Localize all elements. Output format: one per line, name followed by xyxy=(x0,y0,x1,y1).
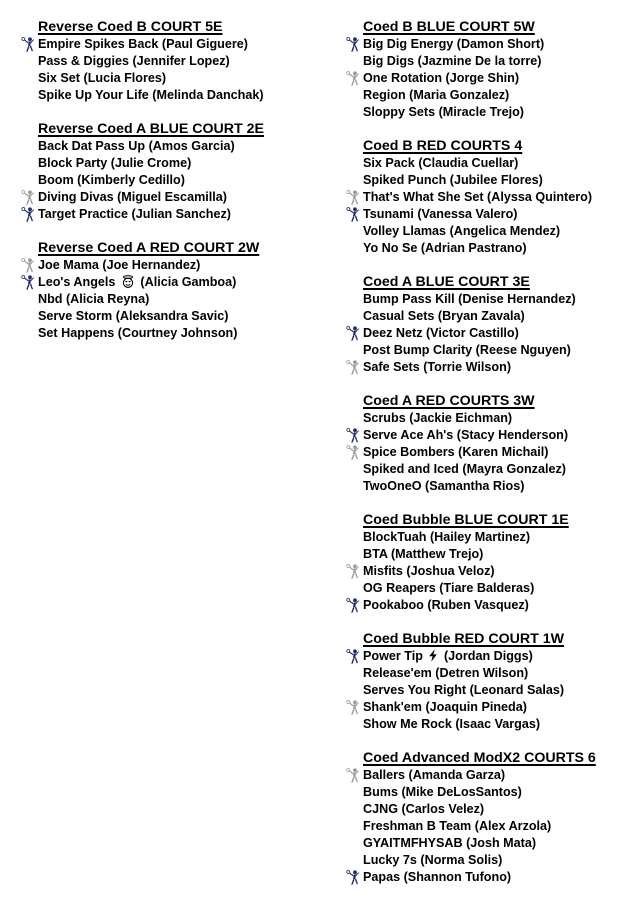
team-item xyxy=(345,835,631,852)
team-name-part: (Alicia Gamboa) xyxy=(140,275,237,289)
team-item xyxy=(345,818,631,835)
team-name: Freshman B Team (Alex Arzola) xyxy=(363,819,552,833)
gray-player-icon xyxy=(345,360,361,375)
gray-player-icon xyxy=(20,190,36,205)
team-item xyxy=(345,70,631,87)
team-item xyxy=(345,36,631,53)
team-name: Safe Sets (Torrie Wilson) xyxy=(363,360,512,374)
team-item xyxy=(20,172,320,189)
gray-player-icon xyxy=(20,258,36,273)
team-item xyxy=(345,852,631,869)
division-coed-a-red xyxy=(345,393,631,495)
division-title: Reverse Coed A BLUE COURT 2E xyxy=(38,121,265,137)
division-title: Coed B BLUE COURT 5W xyxy=(363,19,535,35)
team-item xyxy=(345,648,631,665)
division-coed-b-blue xyxy=(345,19,631,121)
gray-player-icon xyxy=(345,768,361,783)
team-name: Big Dig Energy (Damon Short) xyxy=(363,37,545,51)
blue-player-icon xyxy=(345,37,361,52)
team-item xyxy=(345,240,631,257)
team-name: Spice Bombers (Karen Michail) xyxy=(363,445,549,459)
team-name: Region (Maria Gonzalez) xyxy=(363,88,510,102)
team-item xyxy=(345,342,631,359)
blue-player-icon xyxy=(20,37,36,52)
team-item xyxy=(20,274,320,291)
right-column xyxy=(345,19,631,886)
team-name: Misfits (Joshua Veloz) xyxy=(363,564,495,578)
team-name: Joe Mama (Joe Hernandez) xyxy=(38,258,201,272)
team-item xyxy=(345,223,631,240)
team-item xyxy=(345,291,631,308)
team-item xyxy=(20,325,320,342)
lightning-bolt-icon xyxy=(428,649,438,662)
team-item xyxy=(345,699,631,716)
halo-smiley-icon xyxy=(121,275,135,288)
team-name: Pookaboo (Ruben Vasquez) xyxy=(363,598,529,612)
team-name: One Rotation (Jorge Shin) xyxy=(363,71,520,85)
division-title: Coed A BLUE COURT 3E xyxy=(363,274,530,290)
team-list xyxy=(345,767,631,886)
team-name-part: (Jordan Diggs) xyxy=(443,649,533,663)
team-name: Block Party (Julie Crome) xyxy=(38,156,192,170)
team-item xyxy=(345,478,631,495)
team-name: Release'em (Detren Wilson) xyxy=(363,666,529,680)
team-name: Spiked Punch (Jubilee Flores) xyxy=(363,173,543,187)
team-name: Target Practice (Julian Sanchez) xyxy=(38,207,231,221)
team-item xyxy=(345,580,631,597)
team-name: Volley Llamas (Angelica Mendez) xyxy=(363,224,561,238)
team-item xyxy=(20,189,320,206)
team-name: Papas (Shannon Tufono) xyxy=(363,870,512,884)
team-name: Ballers (Amanda Garza) xyxy=(363,768,506,782)
team-name: Set Happens (Courtney Johnson) xyxy=(38,326,238,340)
team-name: TwoOneO (Samantha Rios) xyxy=(363,479,525,493)
division-coed-bubble-red xyxy=(345,631,631,733)
team-item xyxy=(345,53,631,70)
team-item xyxy=(345,563,631,580)
team-name: BlockTuah (Hailey Martinez) xyxy=(363,530,531,544)
team-name: Post Bump Clarity (Reese Nguyen) xyxy=(363,343,571,357)
team-item xyxy=(345,682,631,699)
team-name: Nbd (Alicia Reyna) xyxy=(38,292,150,306)
team-name: BTA (Matthew Trejo) xyxy=(363,547,484,561)
team-name: Tsunami (Vanessa Valero) xyxy=(363,207,518,221)
blue-player-icon xyxy=(345,207,361,222)
team-name: Six Set (Lucia Flores) xyxy=(38,71,167,85)
team-item xyxy=(345,444,631,461)
team-name: Serve Storm (Aleksandra Savic) xyxy=(38,309,229,323)
division-title: Coed A RED COURTS 3W xyxy=(363,393,535,409)
team-list xyxy=(20,257,320,342)
team-name: Deez Netz (Victor Castillo) xyxy=(363,326,519,340)
division-title: Coed B RED COURTS 4 xyxy=(363,138,523,154)
team-name: Big Digs (Jazmine De la torre) xyxy=(363,54,542,68)
team-name-part: Leo's Angels xyxy=(38,275,116,289)
team-item xyxy=(20,87,320,104)
team-list xyxy=(345,155,631,257)
team-item xyxy=(345,410,631,427)
team-name: OG Reapers (Tiare Balderas) xyxy=(363,581,535,595)
division-reverse-coed-a-red xyxy=(20,240,320,342)
team-name: Pass & Diggies (Jennifer Lopez) xyxy=(38,54,230,68)
gray-player-icon xyxy=(345,190,361,205)
team-item xyxy=(345,546,631,563)
team-item xyxy=(345,308,631,325)
division-title: Reverse Coed B COURT 5E xyxy=(38,19,223,35)
team-list xyxy=(345,648,631,733)
division-title: Coed Bubble RED COURT 1W xyxy=(363,631,564,647)
blue-player-icon xyxy=(345,870,361,885)
team-item xyxy=(345,801,631,818)
division-coed-a-blue xyxy=(345,274,631,376)
division-coed-advanced-modx2 xyxy=(345,750,631,886)
team-name: Empire Spikes Back (Paul Giguere) xyxy=(38,37,248,51)
division-title: Coed Advanced ModX2 COURTS 6 xyxy=(363,750,596,766)
team-item xyxy=(20,257,320,274)
team-item xyxy=(345,359,631,376)
team-name: Bump Pass Kill (Denise Hernandez) xyxy=(363,292,576,306)
team-item xyxy=(345,784,631,801)
blue-player-icon xyxy=(345,598,361,613)
team-item xyxy=(345,206,631,223)
team-name-part: Power Tip xyxy=(363,649,423,663)
team-list xyxy=(20,36,320,104)
team-item xyxy=(20,206,320,223)
team-item xyxy=(345,155,631,172)
team-item xyxy=(345,869,631,886)
team-name: Boom (Kimberly Cedillo) xyxy=(38,173,185,187)
division-reverse-coed-b xyxy=(20,19,320,104)
team-name: Spiked and Iced (Mayra Gonzalez) xyxy=(363,462,566,476)
team-name: Casual Sets (Bryan Zavala) xyxy=(363,309,525,323)
blue-player-icon xyxy=(345,326,361,341)
team-name: Bums (Mike DeLosSantos) xyxy=(363,785,522,799)
division-coed-b-red xyxy=(345,138,631,257)
left-column xyxy=(20,19,320,342)
team-item xyxy=(345,427,631,444)
team-item xyxy=(20,138,320,155)
team-item xyxy=(20,53,320,70)
division-reverse-coed-a-blue xyxy=(20,121,320,223)
blue-player-icon xyxy=(345,428,361,443)
team-name: Serves You Right (Leonard Salas) xyxy=(363,683,565,697)
team-name: Sloppy Sets (Miracle Trejo) xyxy=(363,105,524,119)
team-name: Back Dat Pass Up (Amos Garcia) xyxy=(38,139,235,153)
gray-player-icon xyxy=(345,700,361,715)
team-item xyxy=(20,308,320,325)
blue-player-icon xyxy=(345,649,361,664)
team-item xyxy=(345,665,631,682)
team-name: Yo No Se (Adrian Pastrano) xyxy=(363,241,527,255)
division-title: Reverse Coed A RED COURT 2W xyxy=(38,240,260,256)
blue-player-icon xyxy=(20,275,36,290)
team-list xyxy=(345,291,631,376)
team-name: Lucky 7s (Norma Solis) xyxy=(363,853,503,867)
team-item xyxy=(20,70,320,87)
team-list xyxy=(345,529,631,614)
team-list xyxy=(20,138,320,223)
team-item xyxy=(345,461,631,478)
team-name: Diving Divas (Miguel Escamilla) xyxy=(38,190,227,204)
team-name: Six Pack (Claudia Cuellar) xyxy=(363,156,519,170)
team-name: Spike Up Your Life (Melinda Danchak) xyxy=(38,88,264,102)
team-name: Serve Ace Ah's (Stacy Henderson) xyxy=(363,428,569,442)
gray-player-icon xyxy=(345,564,361,579)
team-item xyxy=(20,291,320,308)
team-item xyxy=(345,716,631,733)
team-item xyxy=(345,172,631,189)
team-item xyxy=(345,189,631,206)
team-name: Shank'em (Joaquin Pineda) xyxy=(363,700,527,714)
team-item xyxy=(345,767,631,784)
team-name: GYAITMFHYSAB (Josh Mata) xyxy=(363,836,537,850)
team-item xyxy=(20,36,320,53)
team-list xyxy=(345,36,631,121)
team-name: That's What She Set (Alyssa Quintero) xyxy=(363,190,593,204)
team-item xyxy=(20,155,320,172)
team-item xyxy=(345,104,631,121)
division-title: Coed Bubble BLUE COURT 1E xyxy=(363,512,569,528)
gray-player-icon xyxy=(345,71,361,86)
team-item xyxy=(345,529,631,546)
blue-player-icon xyxy=(20,207,36,222)
division-coed-bubble-blue xyxy=(345,512,631,614)
team-item xyxy=(345,597,631,614)
team-name: CJNG (Carlos Velez) xyxy=(363,802,485,816)
team-list xyxy=(345,410,631,495)
gray-player-icon xyxy=(345,445,361,460)
team-item xyxy=(345,325,631,342)
team-name: Show Me Rock (Isaac Vargas) xyxy=(363,717,541,731)
team-item xyxy=(345,87,631,104)
team-name: Scrubs (Jackie Eichman) xyxy=(363,411,513,425)
